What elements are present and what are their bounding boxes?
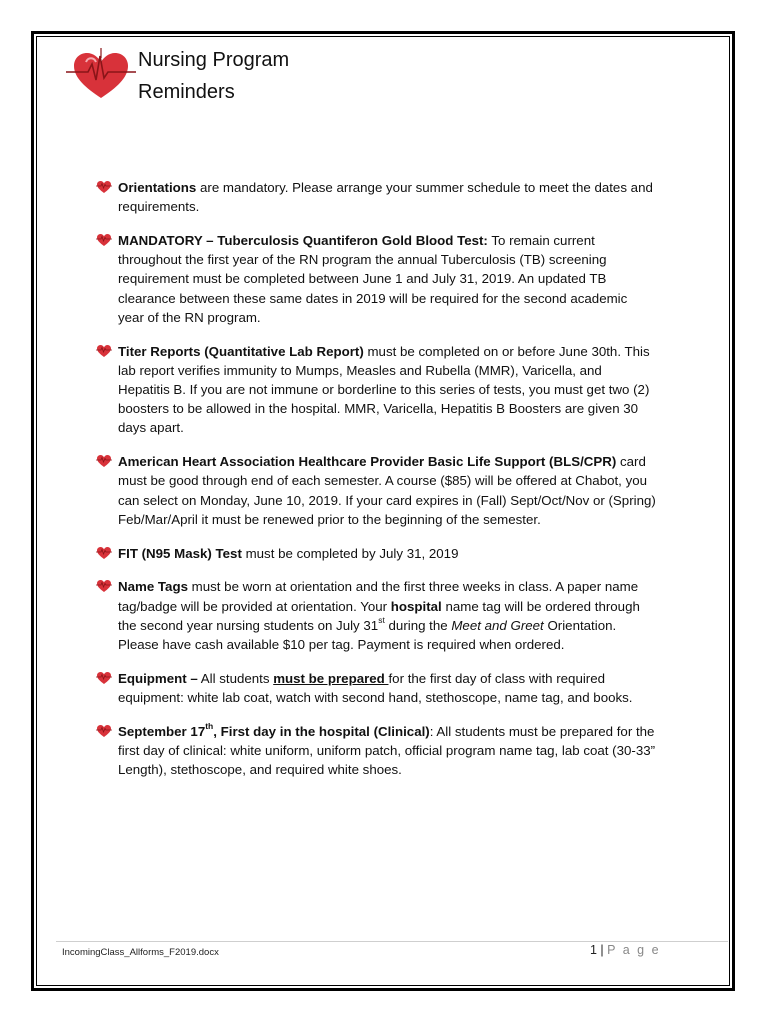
reminder-heading: American Heart Association Healthcare Provider Basic Life Support (BLS/CPR) (118, 454, 617, 470)
reminder-text: card must be good through end of each semester. A course ($85) will be offered at Chabot, you can select on Monday, June 10, 2019. If your card expires in (Fall) Sept/Oct/Nov or (Spring) Feb/Mar/April it must be renewed prior to the beginning of the semester. (118, 454, 656, 527)
reminder-first-clinical-day (96, 722, 656, 780)
reminder-fit-test (96, 544, 656, 563)
footer-filename: IncomingClass_Allforms_F2019.docx (62, 947, 219, 958)
reminder-text: during the (384, 617, 452, 633)
page-word: P a g e (607, 943, 661, 957)
reminder-italic: Meet and Greet (451, 617, 544, 633)
reminder-name-tags (96, 577, 656, 654)
reminder-text: are mandatory. Please arrange your summer schedule to meet the dates and requirements. (118, 180, 653, 215)
reminder-heading: Equipment – (118, 670, 198, 686)
reminder-heading: FIT (N95 Mask) Test (118, 545, 242, 561)
reminder-tb-test (96, 231, 656, 327)
heart-bullet-icon (96, 670, 112, 686)
reminder-heading: Titer Reports (Quantitative Lab Report) (118, 343, 364, 359)
heart-ecg-logo (66, 48, 136, 102)
reminder-emphasis-underlined: must be prepared (273, 670, 389, 686)
heart-bullet-icon (96, 343, 112, 359)
reminder-text: name tag will be ordered through the second year nursing students on July 31 (118, 598, 640, 633)
ordinal-suffix: st (378, 615, 385, 626)
heart-bullet-icon (96, 179, 112, 195)
page-separator: | (596, 943, 608, 957)
heart-bullet-icon (96, 578, 112, 594)
reminder-heading: Orientations (118, 180, 197, 195)
reminder-text: must be worn at orientation and the first three weeks in class. A paper name tag/badge will be provided at orientation. Your (118, 579, 639, 614)
reminder-bls-cpr (96, 452, 656, 529)
reminder-text: must be completed by July 31, 2019 (241, 545, 459, 561)
footer-page-indicator (590, 943, 661, 957)
title-line-1: Nursing Program (138, 49, 290, 71)
reminder-emphasis: hospital (390, 598, 442, 614)
reminder-text: : All students must be prepared for the first day of clinical: white uniform, uniform patch, official program name tag, lab coat (30-33” Length), stethoscope, and required white shoes. (118, 723, 656, 778)
page-number: 1 (590, 943, 597, 957)
heart-bullet-icon (96, 232, 112, 248)
footer-divider (56, 941, 728, 942)
ordinal-suffix: th (205, 721, 214, 732)
title-line-2: Reminders (138, 81, 235, 103)
reminder-text: All students (197, 670, 274, 686)
heart-bullet-icon (96, 453, 112, 469)
reminder-heading-cont: , First day in the hospital (Clinical) (213, 723, 430, 739)
reminder-text: for the first day of class with required equipment: white lab coat, watch with second hand, stethoscope, name tag, and books. (118, 670, 633, 706)
reminder-list (96, 178, 656, 779)
heart-bullet-icon (96, 545, 112, 561)
reminder-heading: September 17 (118, 723, 206, 739)
reminder-heading: Name Tags (118, 579, 188, 595)
reminder-text: must be completed on or before June 30th. This lab report verifies immunity to Mumps, Measles and Rubella (MMR), Varicella, and Hepatitis B. If you are not immune or borderline to this series of tests, you must get two (2) boosters to be allowed in the hospital. MMR, Varicella, Hepatitis B Boosters are given 30 days apart. (118, 343, 650, 436)
reminder-orientations (96, 178, 656, 216)
page-title (138, 44, 289, 108)
reminder-titer-reports (96, 342, 656, 438)
reminder-equipment (96, 669, 656, 707)
reminder-text: Orientation. Please have cash available $10 per tag. Payment is required when ordered. (118, 617, 617, 653)
reminder-heading: MANDATORY – Tuberculosis Quantiferon Gold Blood Test: (118, 233, 488, 248)
reminder-text: To remain current throughout the first year of the RN program the annual Tuberculosis (TB) screening requirement must be completed between June 1 and July 31, 2019. An updated TB clearance between these same dates in 2019 will be required for the second academic year of the RN program. (118, 233, 628, 325)
heart-bullet-icon (96, 723, 112, 739)
